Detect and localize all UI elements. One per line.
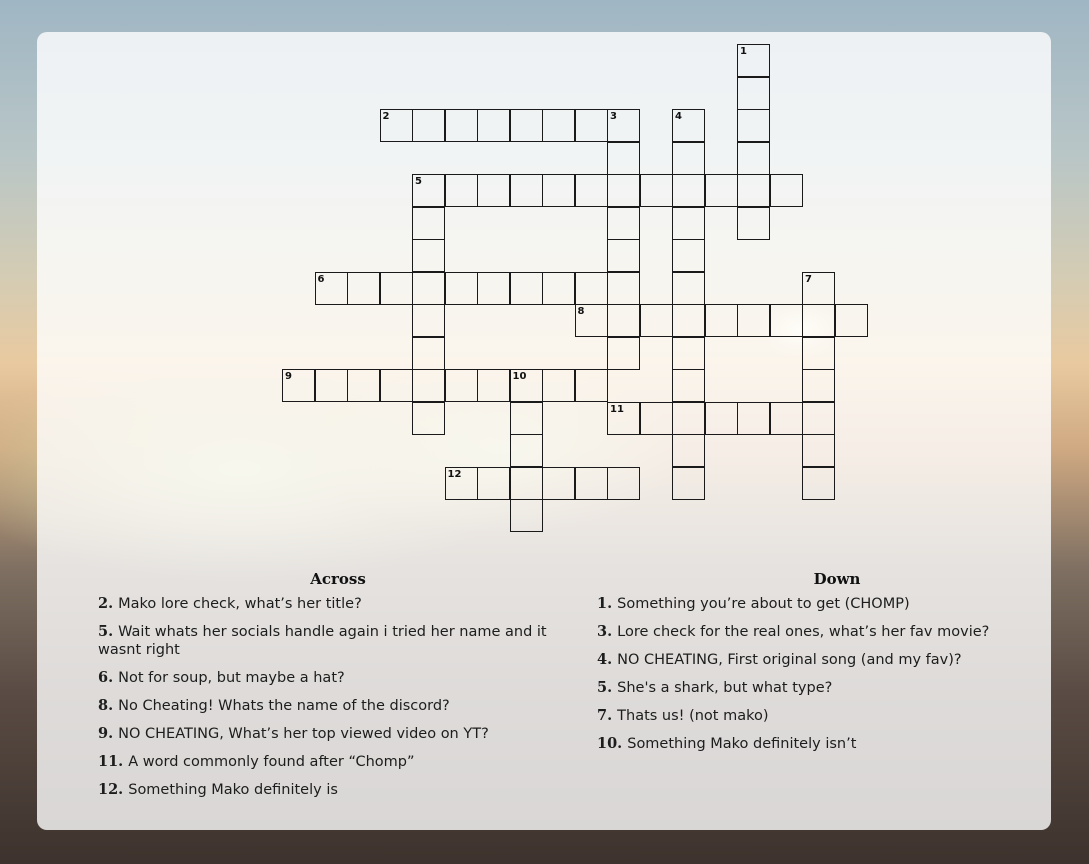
- crossword-cell[interactable]: [412, 207, 445, 240]
- across-clue[interactable]: [98, 595, 578, 613]
- clue-text: Not for soup, but maybe a hat?: [118, 670, 345, 686]
- crossword-cell[interactable]: [510, 499, 543, 532]
- clue-number: 1.: [597, 595, 613, 612]
- crossword-cell[interactable]: [640, 174, 673, 207]
- crossword-cell[interactable]: [575, 174, 608, 207]
- crossword-cell[interactable]: [705, 174, 738, 207]
- crossword-cell[interactable]: [672, 434, 705, 467]
- clue-number: 8.: [98, 697, 114, 714]
- crossword-cell[interactable]: [542, 467, 575, 500]
- cell-number: 7: [805, 273, 812, 285]
- crossword-cell[interactable]: [607, 304, 640, 337]
- clue-text: NO CHEATING, What’s her top viewed video on YT?: [118, 726, 489, 742]
- clue-text: A word commonly found after “Chomp”: [128, 754, 415, 770]
- clue-text: She's a shark, but what type?: [617, 680, 833, 696]
- clue-number: 4.: [597, 651, 613, 668]
- crossword-cell[interactable]: [607, 272, 640, 305]
- crossword-cell[interactable]: [672, 467, 705, 500]
- down-clues: [597, 570, 1077, 763]
- crossword-cell[interactable]: [575, 272, 608, 305]
- crossword-cell[interactable]: [770, 174, 803, 207]
- crossword-cell[interactable]: [705, 402, 738, 435]
- clue-number: 2.: [98, 595, 114, 612]
- crossword-cell[interactable]: [607, 402, 640, 435]
- crossword-cell[interactable]: [315, 272, 348, 305]
- crossword-cell[interactable]: [347, 272, 380, 305]
- clue-number: 6.: [98, 669, 114, 686]
- clue-text: No Cheating! Whats the name of the discord?: [118, 698, 450, 714]
- crossword-cell[interactable]: [510, 272, 543, 305]
- crossword-cell[interactable]: [672, 304, 705, 337]
- crossword-cell[interactable]: [737, 402, 770, 435]
- crossword-cell[interactable]: [412, 402, 445, 435]
- cell-number: 4: [675, 111, 682, 122]
- crossword-cell[interactable]: [510, 369, 543, 402]
- crossword-cell[interactable]: [607, 467, 640, 500]
- crossword-cell[interactable]: [477, 272, 510, 305]
- crossword-cell[interactable]: [770, 304, 803, 337]
- crossword-cell[interactable]: [575, 369, 608, 402]
- across-clue[interactable]: [98, 697, 578, 715]
- clue-number: 5.: [597, 679, 613, 696]
- clue-number: 10.: [597, 735, 623, 752]
- cell-number: 2: [382, 111, 390, 122]
- crossword-cell[interactable]: [477, 467, 510, 500]
- clue-text: Something Mako definitely isn’t: [627, 736, 857, 752]
- crossword-cell[interactable]: [802, 402, 835, 435]
- clue-text: Wait whats her socials handle again i tried her name and it wasnt right: [98, 624, 547, 658]
- crossword-cell[interactable]: [282, 369, 315, 402]
- crossword-cell[interactable]: [672, 142, 705, 175]
- crossword-cell[interactable]: [802, 467, 835, 500]
- clue-text: Lore check for the real ones, what’s her fav movie?: [617, 624, 990, 640]
- crossword-cell[interactable]: [672, 272, 705, 305]
- cell-number: 5: [415, 176, 422, 187]
- crossword-panel: [37, 32, 1051, 830]
- crossword-cell[interactable]: [510, 434, 543, 467]
- crossword-cell[interactable]: [802, 304, 835, 337]
- across-clue[interactable]: [98, 669, 578, 687]
- crossword-cell[interactable]: [445, 174, 478, 207]
- across-clue[interactable]: [98, 623, 578, 659]
- cell-number: 10: [512, 371, 527, 382]
- crossword-cell[interactable]: [607, 142, 640, 175]
- clue-number: 12.: [98, 781, 124, 798]
- clue-text: Mako lore check, what’s her title?: [118, 596, 362, 612]
- clue-number: 11.: [98, 753, 124, 770]
- crossword-cell[interactable]: [672, 109, 705, 142]
- crossword-cell[interactable]: [672, 369, 705, 402]
- crossword-cell[interactable]: [802, 369, 835, 402]
- crossword-cell[interactable]: [510, 109, 543, 142]
- crossword-cell[interactable]: [575, 109, 608, 142]
- crossword-cell[interactable]: [477, 369, 510, 402]
- crossword-cell[interactable]: [607, 207, 640, 240]
- clue-text: Something you’re about to get (CHOMP): [617, 596, 910, 612]
- crossword-cell[interactable]: [412, 272, 445, 305]
- crossword-cell[interactable]: [542, 369, 575, 402]
- crossword-cell[interactable]: [445, 369, 478, 402]
- crossword-cell[interactable]: [607, 337, 640, 370]
- crossword-cell[interactable]: [412, 369, 445, 402]
- clue-number: 3.: [597, 623, 613, 640]
- crossword-cell[interactable]: [445, 109, 478, 142]
- crossword-cell[interactable]: [445, 467, 478, 500]
- crossword-cell[interactable]: [737, 174, 770, 207]
- clue-number: 9.: [98, 725, 114, 742]
- crossword-cell[interactable]: [672, 207, 705, 240]
- across-clues: [98, 570, 578, 809]
- crossword-cell[interactable]: [380, 109, 413, 142]
- crossword-cell[interactable]: [542, 272, 575, 305]
- crossword-cell[interactable]: [315, 369, 348, 402]
- crossword-cell[interactable]: [737, 142, 770, 175]
- crossword-cell[interactable]: [770, 402, 803, 435]
- crossword-cell[interactable]: [672, 402, 705, 435]
- crossword-cell[interactable]: [835, 304, 868, 337]
- crossword-grid: [37, 32, 1051, 552]
- crossword-cell[interactable]: [607, 239, 640, 272]
- across-clue[interactable]: [98, 725, 578, 743]
- crossword-cell[interactable]: [737, 77, 770, 110]
- crossword-cell[interactable]: [737, 207, 770, 240]
- crossword-cell[interactable]: [737, 44, 770, 77]
- crossword-cell[interactable]: [380, 272, 413, 305]
- down-clue[interactable]: [597, 735, 1077, 753]
- crossword-cell[interactable]: [737, 304, 770, 337]
- crossword-cell[interactable]: [607, 174, 640, 207]
- crossword-cell[interactable]: [477, 109, 510, 142]
- crossword-cell[interactable]: [802, 337, 835, 370]
- crossword-cell[interactable]: [802, 272, 835, 305]
- cell-number: 11: [610, 403, 624, 415]
- crossword-cell[interactable]: [575, 304, 608, 337]
- down-clue[interactable]: [597, 707, 1077, 725]
- crossword-cell[interactable]: [380, 369, 413, 402]
- clue-text: Thats us! (not mako): [617, 708, 769, 724]
- crossword-cell[interactable]: [477, 174, 510, 207]
- crossword-cell[interactable]: [542, 109, 575, 142]
- crossword-cell[interactable]: [445, 272, 478, 305]
- crossword-cell[interactable]: [672, 174, 705, 207]
- down-clue[interactable]: [597, 595, 1077, 613]
- crossword-cell[interactable]: [412, 239, 445, 272]
- crossword-cell[interactable]: [575, 467, 608, 500]
- crossword-cell[interactable]: [412, 174, 445, 207]
- crossword-cell[interactable]: [510, 467, 543, 500]
- crossword-cell[interactable]: [510, 174, 543, 207]
- crossword-cell[interactable]: [412, 304, 445, 337]
- crossword-cell[interactable]: [510, 402, 543, 435]
- cell-number: 6: [317, 273, 325, 285]
- crossword-cell[interactable]: [802, 434, 835, 467]
- crossword-cell[interactable]: [737, 109, 770, 142]
- crossword-cell[interactable]: [640, 402, 673, 435]
- across-clue[interactable]: [98, 781, 578, 799]
- cell-number: 12: [447, 468, 462, 480]
- across-heading: Across: [310, 570, 366, 588]
- cell-number: 1: [740, 46, 747, 57]
- crossword-cell[interactable]: [705, 304, 738, 337]
- crossword-cell[interactable]: [672, 239, 705, 272]
- across-clue[interactable]: [98, 753, 578, 771]
- down-heading: Down: [813, 570, 861, 588]
- cell-number: 3: [610, 111, 617, 122]
- crossword-cell[interactable]: [542, 174, 575, 207]
- crossword-cell[interactable]: [347, 369, 380, 402]
- crossword-cell[interactable]: [640, 304, 673, 337]
- crossword-cell[interactable]: [607, 109, 640, 142]
- clue-text: NO CHEATING, First original song (and my fav)?: [617, 652, 962, 668]
- cell-number: 9: [285, 371, 292, 382]
- down-clue[interactable]: [597, 679, 1077, 697]
- crossword-cell[interactable]: [672, 337, 705, 370]
- clue-text: Something Mako definitely is: [128, 782, 338, 798]
- crossword-cell[interactable]: [412, 109, 445, 142]
- down-clue[interactable]: [597, 651, 1077, 669]
- clue-number: 5.: [98, 623, 114, 640]
- clue-number: 7.: [597, 707, 613, 724]
- cell-number: 8: [577, 306, 585, 317]
- down-clue[interactable]: [597, 623, 1077, 641]
- crossword-cell[interactable]: [412, 337, 445, 370]
